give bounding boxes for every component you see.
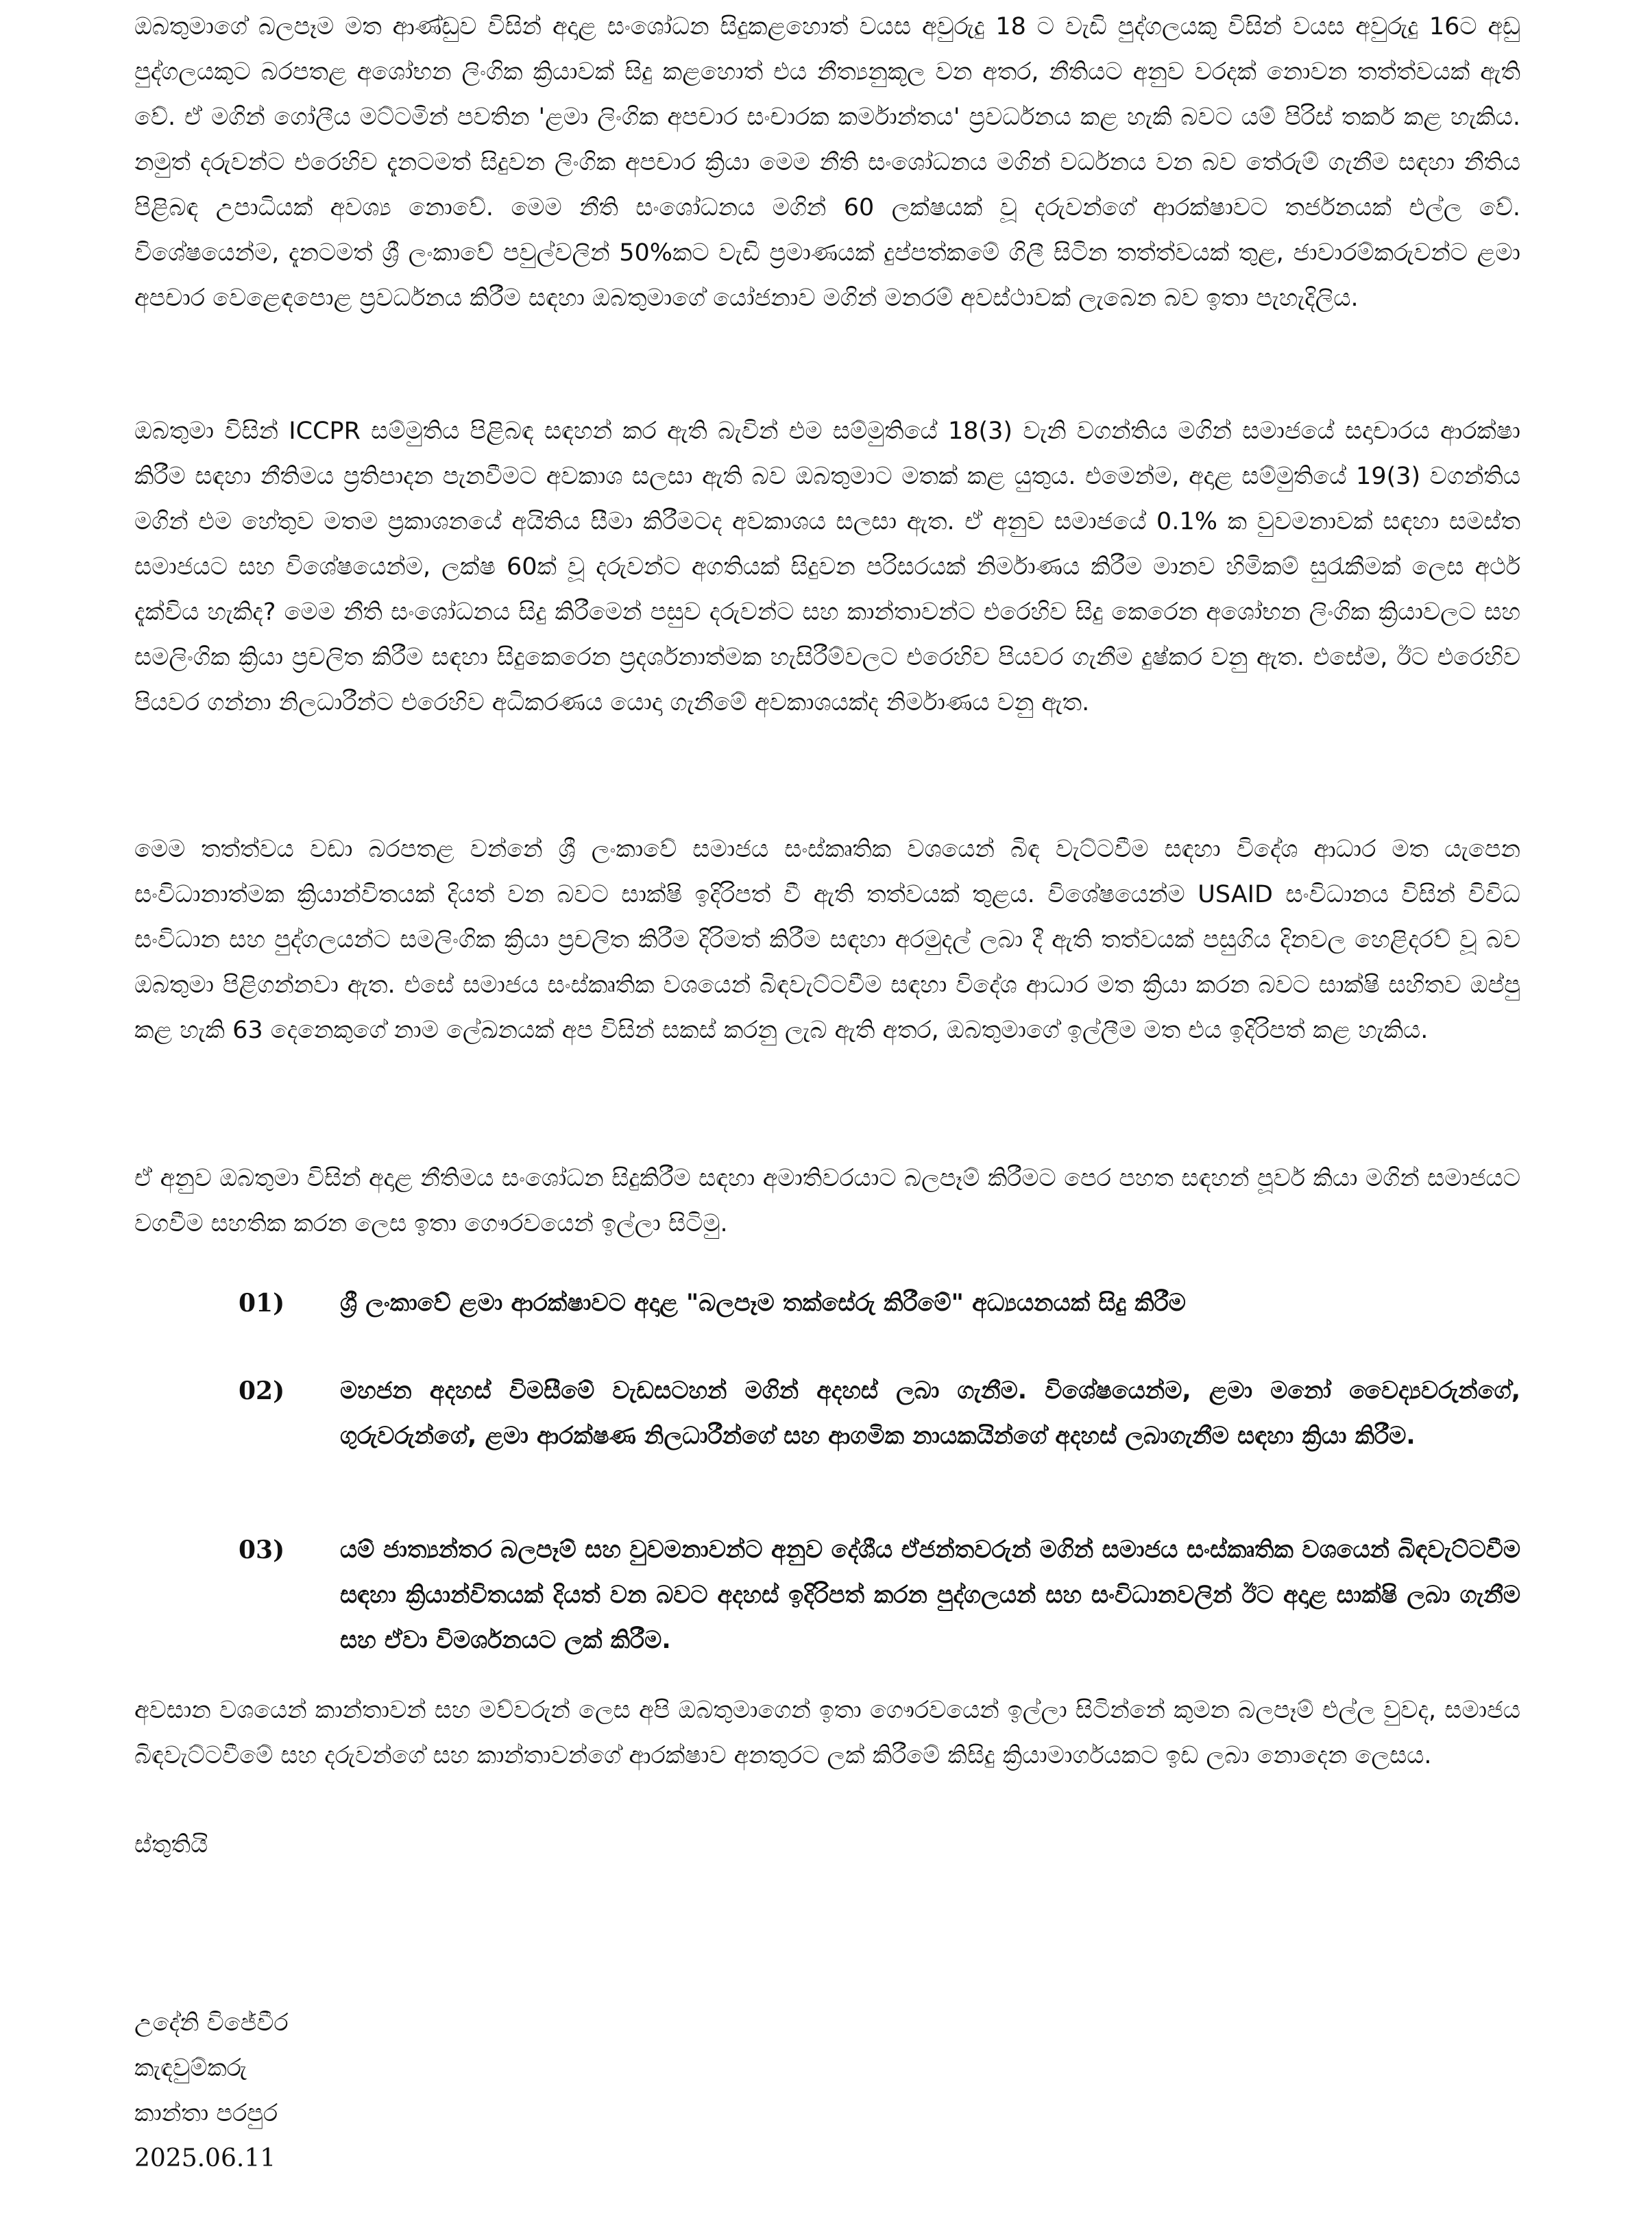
request-text: මහජන අදහස් විමසීමේ වැඩසටහන් මගින් අදහස් ලබා ගැනීම. විශේෂයෙන්ම, ළමා මනෝ වෛද්‍යවරුන්ගේ, ගුරුවරුන්ගේ, ළමා ආරක්ෂණ නිලධාරීන්ගේ සහ ආගමික නායකයින්ගේ අදහස් ලබාගැනීම සඳහා ක්‍රියා කිරීම. — [340, 1377, 1520, 1450]
request-number: 03) — [239, 1536, 285, 1564]
body-paragraph-4: ඒ අනුව ඔබතුමා විසින් අදාළ නීතිමය සංශෝධන සිදුකිරීම සඳහා අමාතිවරයාට බලපෑම් කිරීමට පෙර පහත සඳහන් පූර්ව කියා මගින් සමාජයට වගවීම සහතික කරන ලෙස ඉතා ගෞරවයෙන් ඉල්ලා සිටිමු. — [134, 1165, 1520, 1237]
closing-paragraph: අවසාන වශයෙන් කාන්තාවන් සහ මව්වරුන් ලෙස අපි ඔබතුමාගෙන් ඉතා ගෞරවයෙන් ඉල්ලා සිටින්නේ කුමන බලපෑම් එල්ල වුවද, සමාජය බිඳවැට්ටවීමේ සහ දරුවන්ගේ සහ කාන්තාවන්ගේ ආරක්ෂාව අනතුරට ලක් කිරීමේ කිසිදු ක්‍රියාමාර්ගයකට ඉඩ ලබා නොදෙන ලෙසය. — [134, 1697, 1520, 1769]
body-paragraph-2: ඔබතුමා විසින් ICCPR සම්මුතිය පිළිබඳ සඳහන් කර ඇති බැවින් එම සම්මුතියේ 18(3) වැනි වගන්තිය මගින් සමාජයේ සදාචාරය ආරක්ෂා කිරීම සඳහා නීතිමය ප්‍රතිපාදන පැනවීමට අවකාශ සලසා ඇති බව ඔබතුමාට මතක් කළ යුතුය. එමෙන්ම, අදාළ සම්මුතියේ 19(3) වගන්තිය මගින් එම හේතුව මතම ප්‍රකාශනයේ අයිතිය සීමා කිරීමටද අවකාශය සලසා ඇත. ඒ අනුව සමාජයේ 0.1% ක වුවමනාවක් සඳහා සමස්ත සමාජයට සහ විශේෂයෙන්ම, ලක්ෂ 60ක් වූ දරුවන්ට අගතියක් සිදුවන පරිසරයක් නිර්මාණය කිරීම මානව හිමිකම් සුරැකීමක් ලෙස අර්ථ දැක්විය හැකිද? මෙම නීති සංශෝධනය සිදු කිරීමෙන් පසුව දරුවන්ට සහ කාන්තාවන්ට එරෙහිව සිදු කෙරෙන අශෝභන ලිංගික ක්‍රියාවලට සහ සමලිංගික ක්‍රියා ප්‍රචලිත කිරීම සඳහා සිදුකෙරෙන ප්‍රදර්ශනාත්මක හැසිරීම්වලට එරෙහිව පියවර ගැනීම දුෂ්කර වනු ඇත. එසේම, ඊට එරෙහිව පියවර ගන්නා නිලධාරීන්ට එරෙහිව අධිකරණය යොදා ගැනීමේ අවකාශයක්ද නිර්මාණය වනු ඇත. — [134, 417, 1520, 716]
signatory-role: කැඳවුම්කරු — [134, 2055, 247, 2082]
body-paragraph-3: මෙම තත්ත්වය වඩා බරපතළ වන්නේ ශ්‍රී ලංකාවේ සමාජය සංස්කෘතික වශයෙන් බිඳ වැට්ටවීම සඳහා විදේශ ආධාර මත යැපෙන සංවිධානාත්මක ක්‍රියාන්විතයක් දියත් වන බවට සාක්ෂි ඉදිරිපත් වී ඇති තත්වයක් තුළය. විශේෂයෙන්ම USAID සංවිධානය විසින් විවිධ සංවිධාන සහ පුද්ගලයන්ට සමලිංගික ක්‍රියා ප්‍රචලිත කිරීම දිරිමත් කිරීම සඳහා අරමුදල් ලබා දී ඇති තත්වයක් පසුගිය දිනවල හෙළිදරව් වූ බව ඔබතුමා පිළිගන්නවා ඇත. එසේ සමාජය සංස්කෘතික වශයෙන් බිඳවැට්ටවීම සඳහා විදේශ ආධාර මත ක්‍රියා කරන බවට සාක්ෂි සහිතව ඔප්පු කළ හැකි 63 දෙනෙකුගේ නාම ලේඛනයක් අප විසින් සකස් කරනු ලැබ ඇති අතර, ඔබතුමාගේ ඉල්ලීම මත එය ඉදිරිපත් කළ හැකිය. — [134, 836, 1520, 1044]
signatory-name: උදේනි විජේවීර — [134, 2009, 289, 2037]
signature-block — [134, 2000, 289, 2181]
request-item-3 — [239, 1527, 1520, 1663]
request-item-1 — [239, 1281, 1520, 1326]
request-number: 02) — [239, 1377, 285, 1405]
request-item-2 — [239, 1368, 1520, 1459]
request-text: ශ්‍රී ලංකාවේ ළමා ආරක්ෂාවට අදාළ "බලපෑම තක්සේරු කිරීමේ" අධ්‍යයනයක් සිදු කිරීම — [340, 1289, 1186, 1317]
request-text: යම් ජාත්‍යන්තර බලපෑම් සහ වුවමනාවන්ට අනුව දේශීය ඒජන්තවරුන් මගින් සමාජය සංස්කෘතික වශයෙන් බිඳවැට්ටවීම සඳහා ක්‍රියාන්විතයක් දියත් වන බවට අදහස් ඉදිරිපත් කරන පුද්ගලයන් සහ සංවිධානවලින් ඊට අදාළ සාක්ෂි ලබා ගැනීම සහ ඒවා විමර්ශනයට ලක් කිරීම. — [340, 1536, 1520, 1654]
body-paragraph-1: ඔබතුමාගේ බලපෑම මත ආණ්ඩුව විසින් අදාළ සංශෝධන සිදුකළහොත් වයස අවුරුදු 18 ට වැඩි පුද්ගලයකු විසින් වයස අවුරුදු 16ට අඩු පුද්ගලයකුට බරපතළ අශෝභන ලිංගික ක්‍රියාවක් සිදු කළහොත් එය නීත්‍යනුකූල වන අතර, නීතියට අනුව වරදක් නොවන තත්ත්වයක් ඇති වේ. ඒ මගින් ගෝලීය මට්ටමින් පවතින 'ළමා ලිංගික අපචාර සංචාරක කර්මාන්තය' ප්‍රවර්ධනය කළ හැකි බවට යම් පිරිස් තර්ක කළ හැකිය. නමුත් දරුවන්ට එරෙහිව දැනටමත් සිදුවන ලිංගික අපචාර ක්‍රියා මෙම නීති සංශෝධනය මගින් වර්ධනය වන බව තේරුම් ගැනීම සඳහා නීතිය පිළිබඳ උපාධියක් අවශ්‍ය නොවේ. මෙම නීති සංශෝධනය මගින් 60 ලක්ෂයක් වූ දරුවන්ගේ ආරක්ෂාවට තර්ජනයක් එල්ල වේ. විශේෂයෙන්ම, දැනටමත් ශ්‍රී ලංකාවේ පවුල්වලින් 50%කට වැඩි ප්‍රමාණයක් දුප්පත්කමේ ගිලී සිටින තත්ත්වයක් තුළ, ජාවාරම්කරුවන්ට ළමා අපචාර වෙළෙඳපොළ ප්‍රවර්ධනය කිරීම සඳහා ඔබතුමාගේ යෝජනාව මගින් මනරම් අවස්ථාවක් ලැබෙන බව ඉතා පැහැදිලිය. — [134, 13, 1520, 312]
thanks-line: ස්තුතියි — [134, 1831, 208, 1858]
signatory-organization: කාන්තා පරපුර — [134, 2100, 278, 2127]
request-number: 01) — [239, 1289, 285, 1318]
letter-date: 2025.06.11 — [134, 2144, 276, 2172]
